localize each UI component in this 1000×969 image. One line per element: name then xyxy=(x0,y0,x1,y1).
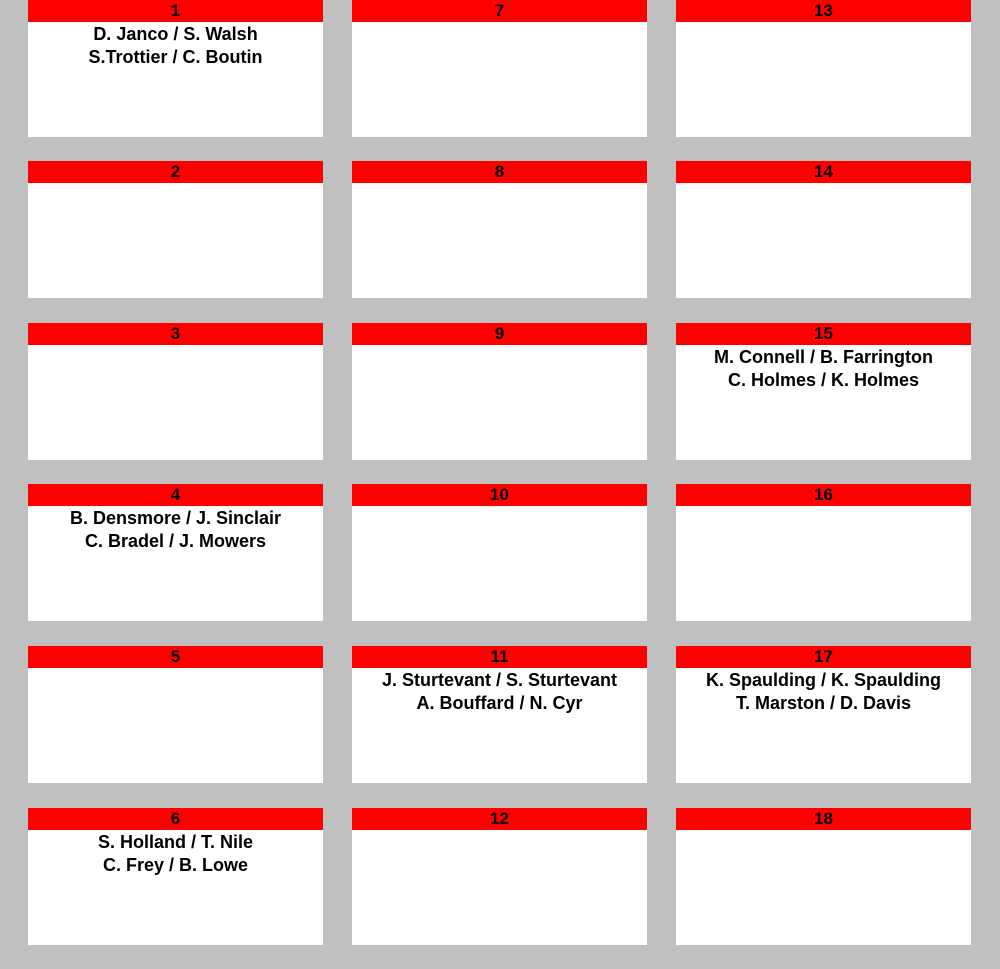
team-line xyxy=(28,369,323,392)
card-body xyxy=(352,830,647,877)
card-body xyxy=(352,22,647,69)
card-number: 16 xyxy=(676,484,971,506)
card-number: 6 xyxy=(28,808,323,830)
card-body xyxy=(352,183,647,230)
team-line: C. Bradel / J. Mowers xyxy=(84,531,267,551)
card-number: 8 xyxy=(352,161,647,183)
card-body xyxy=(28,830,323,877)
card-body xyxy=(28,345,323,392)
card-15 xyxy=(676,323,971,460)
team-line xyxy=(28,346,323,369)
team-line xyxy=(352,184,647,207)
card-body xyxy=(676,22,971,69)
card-number: 17 xyxy=(676,646,971,668)
card-body xyxy=(28,183,323,230)
team-line xyxy=(352,369,647,392)
team-line xyxy=(676,854,971,877)
card-18 xyxy=(676,808,971,945)
team-line: S. Holland / T. Nile xyxy=(97,832,254,852)
card-number: 7 xyxy=(352,0,647,22)
card-body xyxy=(352,506,647,553)
card-number: 4 xyxy=(28,484,323,506)
team-line xyxy=(352,46,647,69)
team-line: T. Marston / D. Davis xyxy=(735,693,912,713)
card-8 xyxy=(352,161,647,298)
card-number: 3 xyxy=(28,323,323,345)
team-line: K. Spaulding / K. Spaulding xyxy=(706,670,941,690)
team-line xyxy=(352,507,647,530)
card-number: 10 xyxy=(352,484,647,506)
team-line xyxy=(352,831,647,854)
card-4 xyxy=(28,484,323,621)
card-number: 11 xyxy=(352,646,647,668)
card-body xyxy=(676,830,971,877)
card-body xyxy=(676,506,971,553)
card-number: 18 xyxy=(676,808,971,830)
team-line: S.Trottier / C. Boutin xyxy=(88,47,263,67)
card-number: 12 xyxy=(352,808,647,830)
card-5 xyxy=(28,646,323,783)
team-line xyxy=(352,854,647,877)
card-body xyxy=(28,506,323,553)
team-line: A. Bouffard / N. Cyr xyxy=(416,693,583,713)
card-number: 5 xyxy=(28,646,323,668)
card-body xyxy=(28,22,323,69)
team-line xyxy=(352,530,647,553)
team-line: J. Sturtevant / S. Sturtevant xyxy=(381,670,618,690)
team-line xyxy=(676,530,971,553)
card-12 xyxy=(352,808,647,945)
card-10 xyxy=(352,484,647,621)
team-line: C. Frey / B. Lowe xyxy=(102,855,249,875)
team-line xyxy=(28,207,323,230)
card-14 xyxy=(676,161,971,298)
card-body xyxy=(676,668,971,715)
card-16 xyxy=(676,484,971,621)
team-line xyxy=(676,184,971,207)
card-number: 13 xyxy=(676,0,971,22)
team-line xyxy=(676,507,971,530)
team-line: M. Connell / B. Farrington xyxy=(714,347,933,367)
card-1 xyxy=(28,0,323,137)
card-body xyxy=(352,668,647,715)
card-17 xyxy=(676,646,971,783)
card-number: 15 xyxy=(676,323,971,345)
card-7 xyxy=(352,0,647,137)
team-line xyxy=(676,23,971,46)
team-line xyxy=(676,207,971,230)
card-body xyxy=(676,345,971,392)
team-line xyxy=(28,692,323,715)
team-line xyxy=(352,207,647,230)
team-line xyxy=(352,346,647,369)
team-line: C. Holmes / K. Holmes xyxy=(727,370,920,390)
card-9 xyxy=(352,323,647,460)
card-13 xyxy=(676,0,971,137)
card-number: 14 xyxy=(676,161,971,183)
card-2 xyxy=(28,161,323,298)
team-line xyxy=(676,831,971,854)
card-body xyxy=(676,183,971,230)
team-line: B. Densmore / J. Sinclair xyxy=(69,508,282,528)
card-11 xyxy=(352,646,647,783)
team-line xyxy=(352,23,647,46)
team-line xyxy=(676,46,971,69)
card-number: 9 xyxy=(352,323,647,345)
card-3 xyxy=(28,323,323,460)
card-6 xyxy=(28,808,323,945)
card-body xyxy=(28,668,323,715)
card-number: 1 xyxy=(28,0,323,22)
team-line xyxy=(28,184,323,207)
team-line xyxy=(28,669,323,692)
card-body xyxy=(352,345,647,392)
card-number: 2 xyxy=(28,161,323,183)
team-line: D. Janco / S. Walsh xyxy=(93,24,258,44)
